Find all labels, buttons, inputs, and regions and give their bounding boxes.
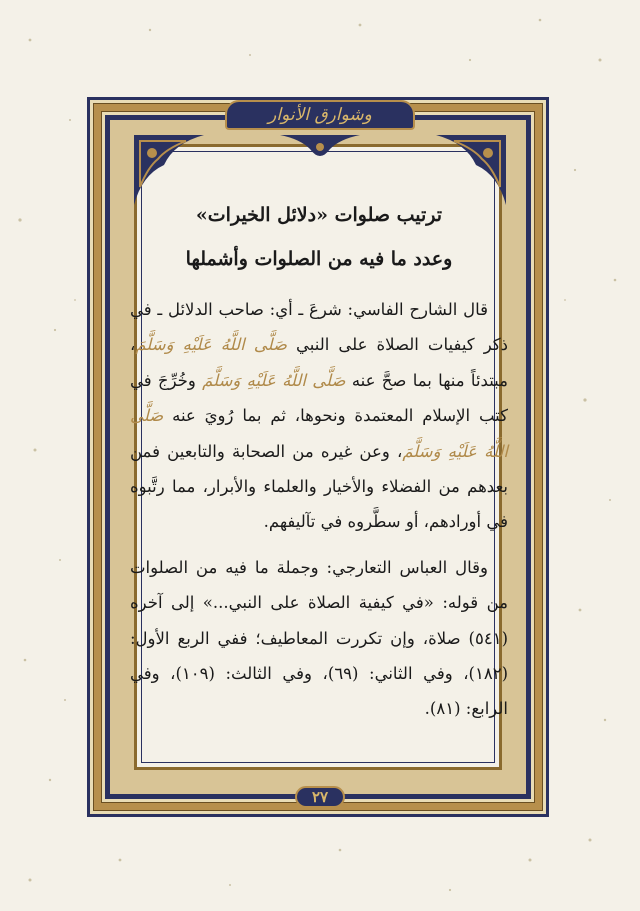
page-body xyxy=(130,200,508,727)
p1-text-2: ، مبتدئاً منها بما صحَّ عنه xyxy=(130,335,508,390)
salawat-glyph: صَلَّى اللَّهُ عَلَيْهِ وَسَلَّمَ xyxy=(135,335,287,355)
p1-text-1: قال الشارح الفاسي: شرعَ ـ أي: صاحب الدلائل ـ في ذكر كيفيات الصلاة على النبي xyxy=(130,300,508,355)
top-left-corner-ornament xyxy=(134,135,204,205)
p2-text: وقال العباس التعارجي: وجملة ما فيه من الصلوات من قوله: «في كيفية الصلاة على النبي...» إلى آخره (٥٤١) صلاة، وإن تكررت المعاطيف؛ ففي الربع الأول: (١٨٢)، وفي الثاني: (٦٩)، وفي الثالث: (١٠٩)، وفي الرابع: (٨١). xyxy=(130,557,508,719)
p1-text-3: وخُرِّجَ في كتب الإسلام المعتمدة ونحوها، ثم بما رُويَ عنه xyxy=(130,370,508,426)
book-title-plaque: وشوارق الأنوار xyxy=(225,100,415,130)
paragraph-1 xyxy=(130,292,508,540)
section-title: ترتيب صلوات «دلائل الخيرات» xyxy=(195,204,443,226)
salawat-glyph: صَلَّى اللَّهُ عَلَيْهِ وَسَلَّمَ xyxy=(202,370,346,390)
page-number: ٢٧ xyxy=(295,786,345,808)
top-right-corner-ornament xyxy=(436,135,506,205)
salawat-glyph: صَلَّى اللَّهُ عَلَيْهِ وَسَلَّمَ xyxy=(130,406,509,461)
section-subtitle: وعدد ما فيه من الصلوات وأشملها xyxy=(185,248,453,270)
paragraph-2 xyxy=(130,550,508,727)
top-center-ornament xyxy=(280,135,360,165)
p1-text-4: ، وعن غيره من الصحابة والتابعين فمن بعدهم من الفضلاء والأخيار والعلماء والأبرار، مما رتَّبوه في أورادهم، أو سطَّروه في تآليفهم. xyxy=(130,441,508,532)
